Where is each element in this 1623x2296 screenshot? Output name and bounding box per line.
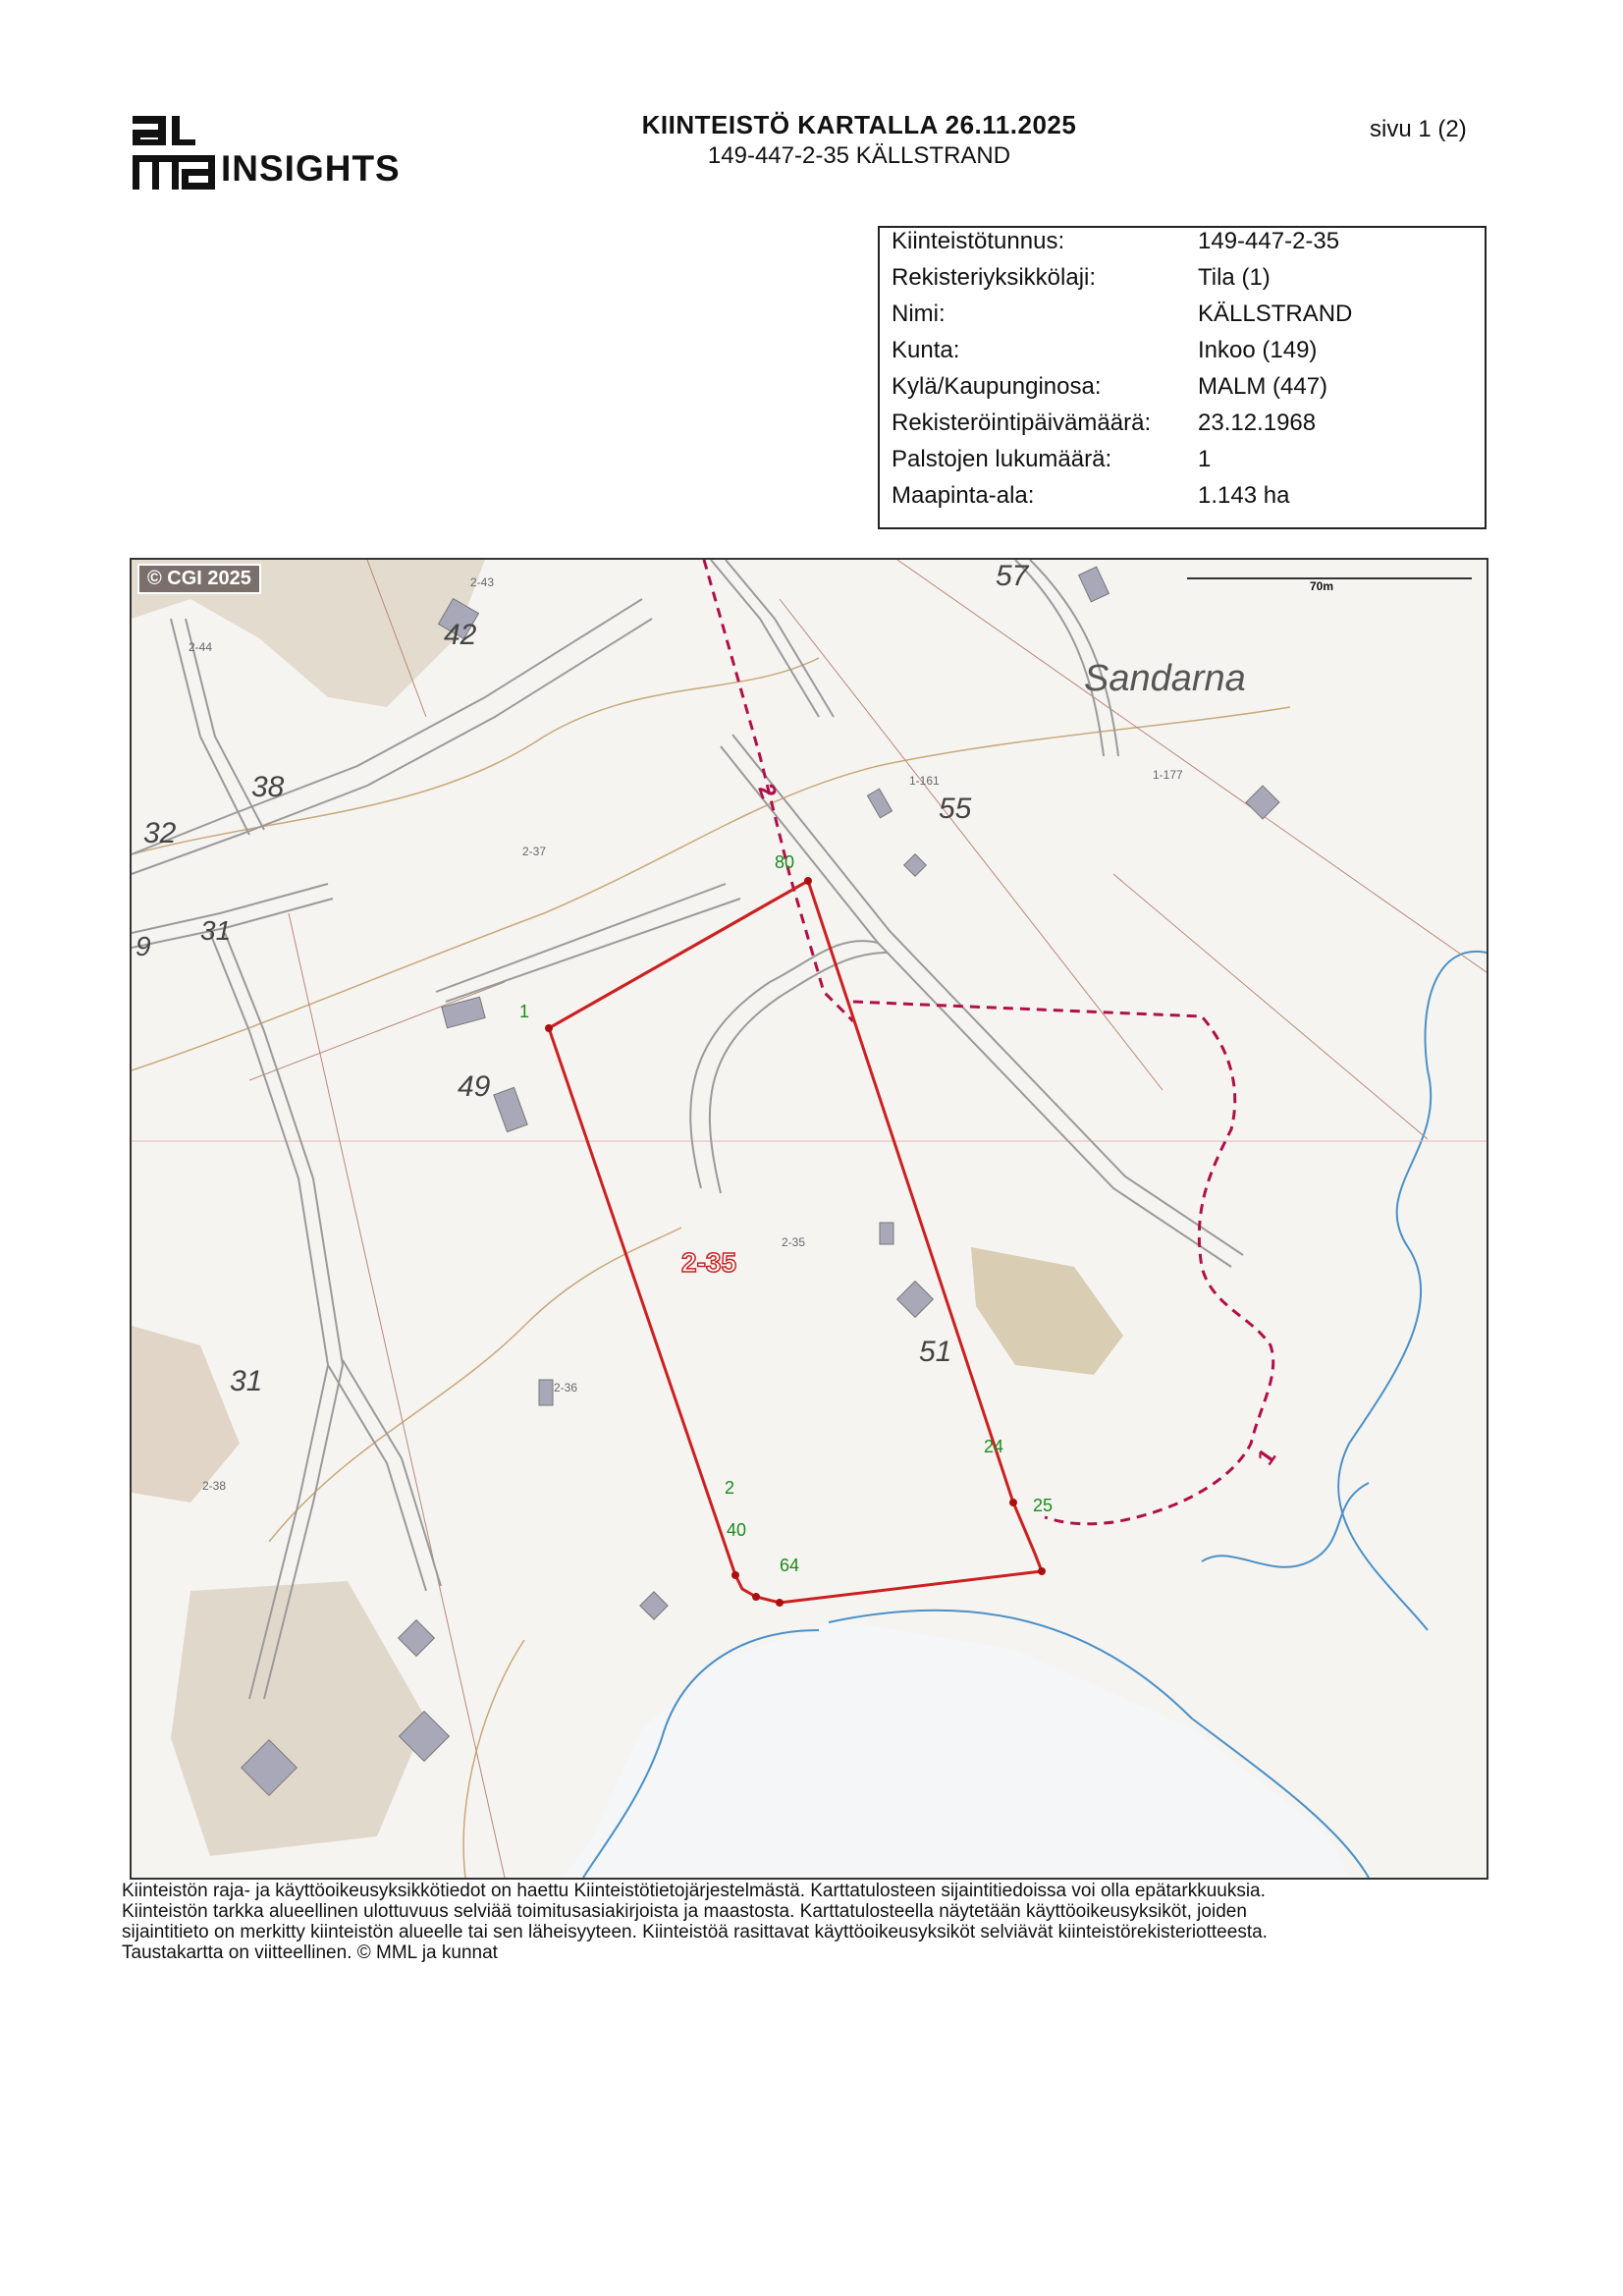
info-label: Kiinteistötunnus:	[892, 228, 1065, 254]
alma-insights-logo	[133, 116, 427, 190]
building-number-label: 31	[200, 915, 232, 946]
shoreline	[1202, 1483, 1369, 1567]
easement-line	[704, 560, 1273, 1524]
building-number-label: 31	[230, 1365, 263, 1397]
boundary-point-label: 2	[725, 1478, 735, 1498]
property-line	[1113, 874, 1428, 1139]
parcel-code-label: 2-44	[189, 640, 213, 654]
info-value: 1.143 ha	[1198, 482, 1290, 509]
contour-line	[269, 1228, 681, 1542]
building-number-label: 32	[143, 817, 177, 849]
parcel-code-label: 1-161	[909, 774, 940, 788]
info-label: Kylä/Kaupunginosa:	[892, 373, 1102, 400]
disclaimer-line: Taustakartta on viitteellinen. © MML ja kunnat	[122, 1942, 498, 1963]
building-number-label: 42	[444, 619, 477, 651]
parcel-code-label: 1-177	[1153, 768, 1183, 782]
scale-bar-label: 70m	[1310, 579, 1334, 593]
info-value: MALM (447)	[1198, 373, 1328, 400]
info-value: Inkoo (149)	[1198, 337, 1318, 363]
place-name-label: Sandarna	[1084, 658, 1246, 699]
boundary-point-label: 64	[780, 1556, 800, 1575]
info-label: Palstojen lukumäärä:	[892, 446, 1112, 472]
document-title-block	[550, 110, 1168, 170]
building-number-label: 49	[458, 1070, 491, 1103]
terrain-patch	[132, 1326, 240, 1503]
info-value: 23.12.1968	[1198, 410, 1317, 436]
parcel-code-label: 2-43	[470, 575, 495, 589]
building-number-label: 9	[135, 931, 151, 961]
rock-area	[971, 1247, 1123, 1375]
building-number-label: 57	[996, 560, 1029, 592]
boundary-point-label: 24	[984, 1437, 1004, 1456]
page-subtitle: 149-447-2-35 KÄLLSTRAND	[707, 142, 1011, 169]
disclaimer-line: Kiinteistön tarkka alueellinen ulottuvuus selviää toimitusasiakirjoista ja maastosta. Karttatulosteella näytetään käyttöoikeusyksiköt, joiden	[122, 1901, 1247, 1922]
info-value: 149-447-2-35	[1198, 228, 1340, 254]
info-value: Tila (1)	[1198, 264, 1271, 291]
contour-line	[463, 1640, 524, 1878]
boundary-point-label: 40	[727, 1520, 747, 1540]
property-line	[897, 560, 1487, 972]
page-title: KIINTEISTÖ KARTALLA 26.11.2025	[641, 110, 1077, 139]
road-network	[132, 560, 1243, 1699]
parcel-code-label: 2-35	[782, 1235, 806, 1249]
shoreline	[1338, 952, 1487, 1630]
parcel-code-label: 2-38	[202, 1479, 227, 1493]
building-group	[242, 567, 1279, 1795]
disclaimer-line: sijaintitieto on merkitty kiinteistön alueelle tai sen läheisyyteen. Kiinteistöä rasittavat käyttöoikeusyksiköt selviävät kiinteistörekisteriotteesta.	[122, 1922, 1268, 1942]
map-copyright-badge: © CGI 2025	[137, 564, 261, 594]
parcel-code-label: 2-37	[522, 845, 547, 858]
building-number-label: 51	[919, 1336, 952, 1368]
info-value: 1	[1198, 446, 1212, 472]
boundary-point-label: 25	[1033, 1496, 1054, 1515]
info-label: Kunta:	[892, 337, 960, 363]
easement-number-label: 2	[752, 780, 783, 802]
map-disclaimer	[122, 1881, 1398, 1963]
map-canvas	[132, 560, 1487, 1878]
boundary-point-label: 80	[775, 852, 795, 872]
property-line	[249, 982, 505, 1080]
parcel-code-label: 2-36	[554, 1381, 578, 1394]
parcel-id-label: 2-35	[681, 1247, 737, 1278]
boundary-point-label: 1	[519, 1002, 530, 1021]
page-number: sivu 1 (2)	[1370, 116, 1467, 142]
easement-number-label: 1	[1252, 1444, 1282, 1470]
building-number-label: 55	[939, 793, 972, 825]
terrain-patch	[171, 1581, 426, 1856]
contour-line	[132, 658, 819, 854]
info-label: Rekisteröintipäivämäärä:	[892, 410, 1152, 436]
building-number-label: 38	[251, 771, 285, 803]
parcel-boundary-north	[549, 881, 808, 1028]
info-label: Rekisteriyksikkölaji:	[892, 264, 1097, 291]
alma-logo-mark-icon	[133, 116, 217, 190]
logo-wordmark: INSIGHTS	[221, 148, 401, 189]
disclaimer-line: Kiinteistön raja- ja käyttöoikeusyksikkötiedot on haettu Kiinteistötietojärjestelmästä. Karttatulosteen sijaintitiedoissa voi olla epätarkkuuksia.	[122, 1881, 1266, 1901]
info-label: Maapinta-ala:	[892, 482, 1035, 509]
property-map[interactable]	[130, 558, 1488, 1880]
property-info-table	[878, 226, 1487, 529]
info-label: Nimi:	[892, 301, 946, 327]
info-value: KÄLLSTRAND	[1198, 301, 1353, 327]
